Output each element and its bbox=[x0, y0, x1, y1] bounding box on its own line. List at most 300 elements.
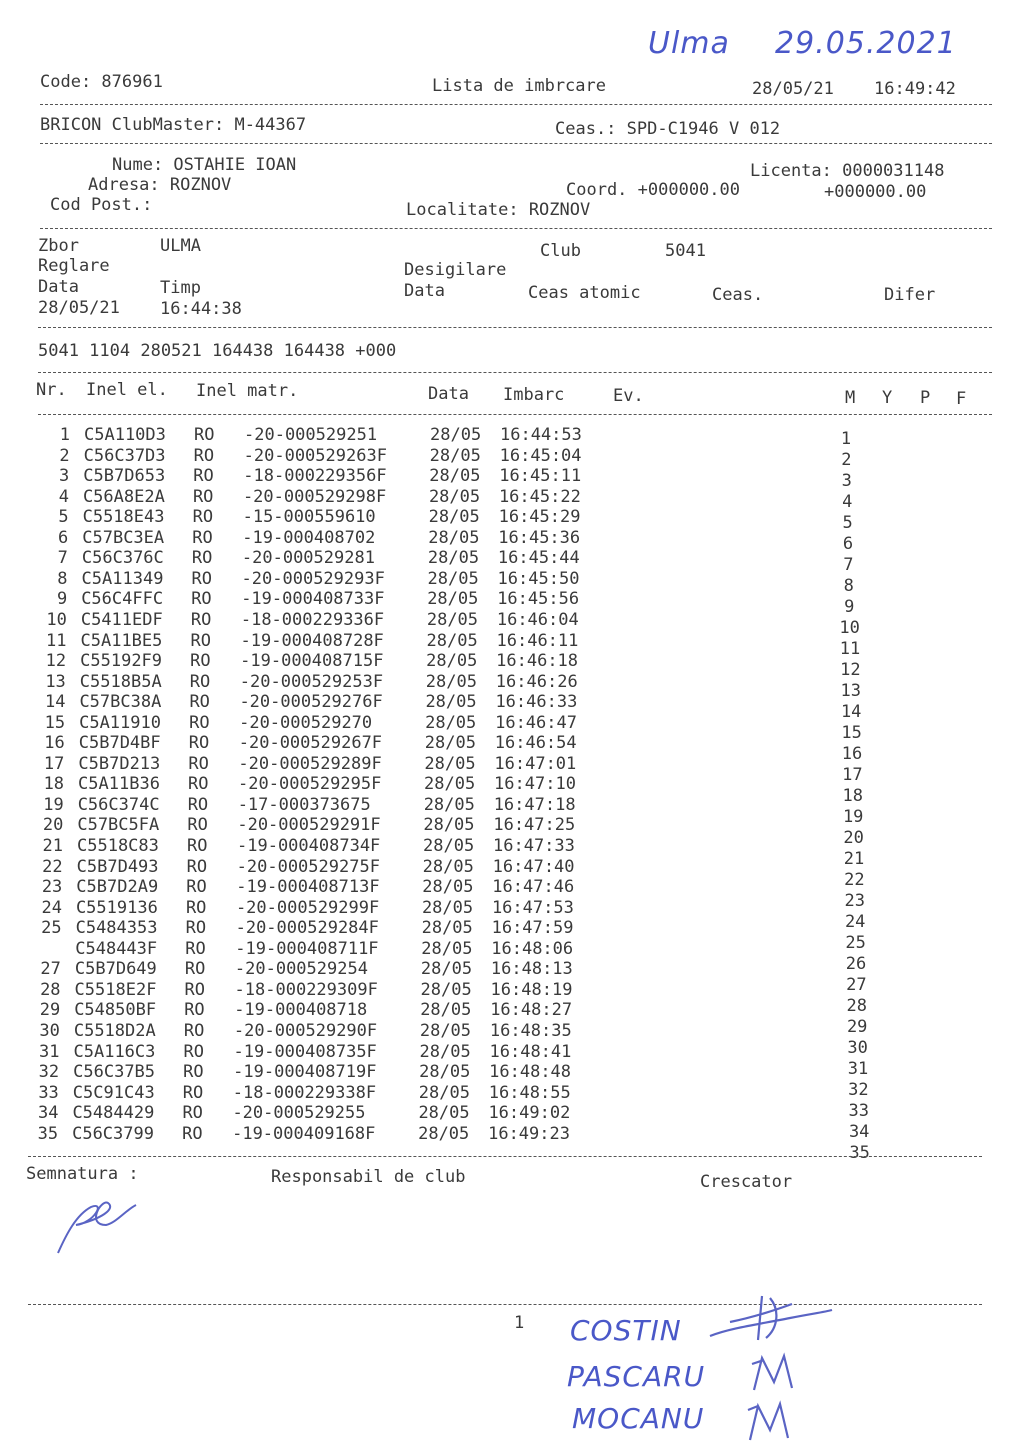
table-row bbox=[0, 568, 1024, 596]
ring-matriculation: -20-000529299F bbox=[235, 897, 380, 918]
country-code: RO bbox=[192, 527, 213, 548]
clock-id: Ceas.: SPD-C1946 V 012 bbox=[555, 119, 781, 139]
code-line: 5041 1104 280521 164438 164438 +000 bbox=[38, 341, 397, 361]
country-code: RO bbox=[189, 692, 210, 713]
arrival-date: 28/05 bbox=[424, 733, 476, 754]
ring-matriculation: -20-000529293F bbox=[241, 568, 385, 589]
row-number: 13 bbox=[45, 671, 66, 692]
flight-label: Zbor bbox=[38, 236, 79, 256]
country-code: RO bbox=[192, 507, 214, 528]
order-m: 26 bbox=[845, 954, 867, 974]
order-m: 22 bbox=[844, 869, 865, 890]
ring-matriculation: -19-000408734F bbox=[237, 836, 381, 856]
order-m: 28 bbox=[846, 995, 868, 1016]
ring-matriculation: -19-000408718 bbox=[234, 1000, 368, 1021]
order-m: 23 bbox=[844, 890, 866, 911]
arrival-date: 28/05 bbox=[428, 527, 480, 548]
ring-matriculation: -15-000559610 bbox=[242, 507, 376, 528]
order-m: 4 bbox=[842, 491, 853, 512]
country-code: RO bbox=[191, 568, 213, 589]
ring-matriculation: -19-000409168F bbox=[232, 1123, 376, 1144]
country-code: RO bbox=[187, 794, 209, 815]
ring-electronic: C5518E2F bbox=[74, 979, 157, 1000]
header-data: Data bbox=[428, 384, 469, 404]
country-code: RO bbox=[189, 712, 210, 733]
basketing-time: 16:47:01 bbox=[494, 753, 577, 774]
row-number: 21 bbox=[42, 836, 63, 856]
arrival-date: 28/05 bbox=[426, 651, 478, 672]
row-number: 29 bbox=[39, 1000, 61, 1021]
order-m: 5 bbox=[842, 512, 853, 533]
order-m: 19 bbox=[842, 806, 864, 827]
table-row bbox=[0, 589, 1024, 617]
row-number: 28 bbox=[40, 979, 61, 1000]
country-code: RO bbox=[188, 733, 210, 754]
country-code: RO bbox=[190, 651, 211, 672]
arrival-date: 28/05 bbox=[418, 1123, 470, 1144]
clubmaster-id: BRICON ClubMaster: M-44367 bbox=[40, 115, 307, 135]
ring-electronic: C56C3799 bbox=[72, 1123, 154, 1144]
header-ev: Ev. bbox=[613, 386, 644, 406]
signature-pascaru bbox=[748, 1348, 808, 1398]
owner-name: Nume: OSTAHIE IOAN bbox=[112, 155, 297, 175]
order-m: 13 bbox=[840, 680, 862, 701]
country-code: RO bbox=[182, 1123, 203, 1144]
order-m: 7 bbox=[843, 554, 854, 575]
row-number: 24 bbox=[41, 897, 62, 918]
header-inel-el: Inel el. bbox=[86, 380, 168, 400]
country-code: RO bbox=[189, 671, 211, 692]
ring-electronic: C57BC3EA bbox=[82, 527, 165, 548]
row-number: 31 bbox=[39, 1041, 60, 1062]
arrival-date: 28/05 bbox=[427, 568, 479, 589]
handwritten-date: 29.05.2021 bbox=[775, 26, 957, 61]
signature-costin bbox=[700, 1288, 840, 1348]
ring-electronic: C5519136 bbox=[75, 897, 158, 918]
order-m: 14 bbox=[840, 701, 862, 722]
country-code: RO bbox=[185, 938, 206, 959]
order-m: 20 bbox=[843, 827, 864, 848]
order-m: 30 bbox=[847, 1037, 868, 1058]
order-m: 2 bbox=[841, 449, 852, 470]
country-code: RO bbox=[187, 836, 208, 856]
arrival-date: 28/05 bbox=[429, 466, 481, 487]
row-number: 19 bbox=[43, 794, 64, 815]
ring-matriculation: -20-000529289F bbox=[238, 753, 382, 774]
club-label: Club bbox=[540, 241, 581, 261]
order-m: 35 bbox=[849, 1142, 870, 1163]
table-row bbox=[0, 445, 1024, 470]
basketing-time: 16:47:33 bbox=[493, 836, 575, 856]
unseal-date-label: Data bbox=[404, 281, 445, 301]
basketing-time: 16:47:10 bbox=[494, 774, 576, 795]
order-m: 15 bbox=[841, 722, 862, 743]
document-title: Lista de imbrcare bbox=[432, 76, 606, 96]
country-code: RO bbox=[192, 486, 214, 507]
ring-matriculation: -18-000229336F bbox=[240, 609, 385, 630]
row-number: 23 bbox=[41, 877, 63, 898]
basketing-time: 16:49:02 bbox=[488, 1103, 571, 1124]
order-m: 8 bbox=[843, 575, 854, 596]
table-row bbox=[0, 425, 1024, 449]
row-number: 10 bbox=[46, 609, 67, 630]
basketing-time: 16:45:29 bbox=[498, 507, 581, 528]
ring-electronic: C548443F bbox=[75, 938, 158, 959]
arrival-date: 28/05 bbox=[419, 1020, 472, 1041]
signature-label: Semnatura : bbox=[26, 1164, 139, 1184]
coordinates-2: +000000.00 bbox=[824, 182, 927, 202]
ring-electronic: C55192F9 bbox=[80, 651, 163, 672]
ring-matriculation: -19-000408733F bbox=[241, 589, 385, 610]
ring-matriculation: -20-000529298F bbox=[242, 486, 387, 507]
row-number: 4 bbox=[58, 486, 69, 507]
basketing-time: 16:46:26 bbox=[495, 671, 578, 692]
arrival-date: 28/05 bbox=[420, 959, 473, 980]
table-row bbox=[0, 1121, 1024, 1163]
ring-electronic: C5518D2A bbox=[73, 1020, 156, 1041]
unseal-label: Desigilare bbox=[404, 260, 507, 280]
basketing-time: 16:47:46 bbox=[492, 877, 575, 898]
table-row bbox=[0, 527, 1024, 554]
time-label: Timp bbox=[160, 278, 201, 298]
club-value: 5041 bbox=[665, 241, 706, 261]
owner-license: Licenta: 0000031148 bbox=[750, 161, 945, 181]
ring-matriculation: -19-000408719F bbox=[233, 1062, 377, 1083]
basketing-time: 16:46:54 bbox=[494, 733, 577, 754]
order-m: 10 bbox=[839, 617, 860, 638]
handwritten-name-1: COSTIN bbox=[570, 1314, 682, 1347]
order-m: 16 bbox=[841, 744, 863, 764]
row-number: 7 bbox=[57, 548, 68, 569]
arrival-date: 28/05 bbox=[423, 815, 475, 836]
row-number: 30 bbox=[39, 1020, 60, 1041]
atomic-clock-label: Ceas atomic bbox=[528, 283, 641, 303]
arrival-date: 28/05 bbox=[428, 486, 481, 507]
order-m: 6 bbox=[842, 534, 854, 554]
row-number: 5 bbox=[58, 507, 69, 528]
header-p: P bbox=[920, 388, 931, 408]
row-number: 20 bbox=[42, 815, 64, 836]
order-m: 25 bbox=[845, 932, 866, 953]
row-number: 14 bbox=[44, 692, 66, 713]
arrival-date: 28/05 bbox=[424, 774, 476, 795]
country-code: RO bbox=[193, 445, 215, 466]
basketing-time: 16:46:04 bbox=[496, 609, 579, 630]
arrival-date: 28/05 bbox=[423, 794, 475, 815]
order-m: 29 bbox=[846, 1016, 868, 1037]
basketing-time: 16:46:33 bbox=[495, 692, 578, 713]
row-number: 2 bbox=[59, 445, 70, 466]
ring-electronic: C5B7D649 bbox=[74, 959, 157, 980]
row-number: 35 bbox=[37, 1123, 59, 1144]
country-code: RO bbox=[183, 1041, 204, 1062]
arrival-date: 28/05 bbox=[428, 507, 480, 528]
owner-locality: Localitate: ROZNOV bbox=[406, 200, 591, 220]
ring-electronic: C5B7D4BF bbox=[78, 733, 161, 754]
flight-value: ULMA bbox=[160, 236, 201, 256]
ring-matriculation: -19-000408711F bbox=[235, 938, 379, 959]
header-m: M bbox=[845, 388, 856, 408]
row-number: 34 bbox=[37, 1103, 59, 1124]
arrival-date: 28/05 bbox=[421, 918, 473, 939]
order-m: 34 bbox=[848, 1121, 870, 1142]
ring-matriculation: -19-000408735F bbox=[233, 1041, 377, 1062]
basketing-time: 16:44:53 bbox=[500, 425, 582, 445]
ring-matriculation: -18-000229356F bbox=[243, 466, 387, 487]
ring-electronic: C5B7D213 bbox=[78, 753, 161, 774]
arrival-date: 28/05 bbox=[430, 425, 482, 445]
country-code: RO bbox=[184, 1000, 205, 1021]
table-row bbox=[0, 692, 1024, 722]
order-m: 33 bbox=[848, 1100, 870, 1121]
table-row bbox=[0, 486, 1024, 512]
ring-electronic: C56A8E2A bbox=[82, 486, 165, 507]
divider bbox=[40, 228, 992, 229]
row-number: 12 bbox=[45, 651, 67, 672]
date-label: Data bbox=[38, 277, 79, 297]
basketing-time: 16:45:56 bbox=[497, 589, 580, 610]
row-number: 15 bbox=[44, 712, 66, 733]
ring-electronic: C5A11910 bbox=[79, 712, 161, 733]
order-m: 3 bbox=[841, 470, 852, 491]
arrival-date: 28/05 bbox=[429, 445, 481, 466]
setting-date: 28/05/21 bbox=[38, 298, 120, 318]
basketing-time: 16:45:44 bbox=[497, 548, 580, 569]
order-m: 1 bbox=[840, 429, 852, 449]
row-number: 9 bbox=[56, 589, 68, 610]
basketing-time: 16:47:53 bbox=[491, 897, 574, 918]
ring-matriculation: -20-000529267F bbox=[238, 733, 383, 754]
row-number: 1 bbox=[59, 425, 70, 445]
table-row bbox=[0, 630, 1024, 659]
owner-postcode: Cod Post.: bbox=[50, 195, 153, 215]
divider bbox=[28, 1156, 982, 1157]
country-code: RO bbox=[188, 774, 209, 795]
setting-label: Reglare bbox=[38, 256, 110, 276]
row-number: 18 bbox=[43, 774, 65, 795]
ring-electronic: C56C37B5 bbox=[73, 1062, 156, 1083]
page-number: 1 bbox=[514, 1313, 525, 1333]
country-code: RO bbox=[190, 630, 211, 651]
arrival-date: 28/05 bbox=[421, 938, 473, 959]
ring-matriculation: -19-000408728F bbox=[240, 630, 384, 651]
order-m: 27 bbox=[846, 974, 867, 995]
order-m: 17 bbox=[842, 764, 863, 785]
arrival-date: 28/05 bbox=[422, 856, 474, 877]
basketing-time: 16:47:25 bbox=[493, 815, 576, 836]
basketing-time: 16:48:19 bbox=[490, 979, 573, 1000]
ring-electronic: C5484353 bbox=[75, 918, 158, 939]
country-code: RO bbox=[186, 856, 208, 877]
basketing-time: 16:47:18 bbox=[493, 794, 576, 815]
coordinates: Coord. +000000.00 bbox=[566, 180, 740, 200]
print-time: 16:49:42 bbox=[874, 79, 956, 99]
country-code: RO bbox=[185, 897, 207, 918]
ring-electronic: C57BC5FA bbox=[77, 815, 160, 836]
divider bbox=[38, 372, 992, 373]
table-row bbox=[0, 671, 1024, 701]
header-nr: Nr. bbox=[36, 380, 67, 400]
arrival-date: 28/05 bbox=[424, 753, 476, 774]
ring-electronic: C5484429 bbox=[72, 1103, 155, 1124]
order-m: 12 bbox=[840, 659, 861, 680]
arrival-date: 28/05 bbox=[425, 712, 477, 733]
ring-matriculation: -18-000229309F bbox=[234, 979, 378, 1000]
arrival-date: 28/05 bbox=[422, 877, 474, 898]
ring-matriculation: -20-000529251 bbox=[244, 425, 378, 445]
ring-electronic: C56C4FFC bbox=[81, 589, 164, 610]
arrival-date: 28/05 bbox=[421, 897, 474, 918]
row-number: 27 bbox=[40, 959, 61, 980]
ring-electronic: C5C91C43 bbox=[72, 1082, 155, 1103]
handwritten-name-3: MOCANU bbox=[572, 1402, 705, 1435]
ring-matriculation: -20-000529290F bbox=[233, 1020, 378, 1041]
row-number: 33 bbox=[38, 1082, 59, 1103]
basketing-time: 16:47:59 bbox=[491, 918, 574, 939]
basketing-time: 16:49:23 bbox=[488, 1123, 570, 1144]
order-m: 24 bbox=[844, 911, 866, 932]
basketing-time: 16:48:48 bbox=[489, 1062, 572, 1083]
basketing-time: 16:48:35 bbox=[489, 1020, 572, 1041]
basketing-time: 16:45:11 bbox=[499, 466, 582, 487]
row-number: 32 bbox=[38, 1062, 60, 1083]
header-f: F bbox=[956, 389, 967, 409]
signature-mocanu bbox=[744, 1396, 804, 1446]
country-code: RO bbox=[193, 466, 214, 487]
handwritten-place: Ulma bbox=[648, 26, 730, 61]
country-code: RO bbox=[184, 959, 206, 980]
arrival-date: 28/05 bbox=[425, 671, 477, 692]
ring-matriculation: -20-000529253F bbox=[239, 671, 384, 692]
ring-matriculation: -20-000529255 bbox=[232, 1103, 366, 1124]
table-row bbox=[0, 712, 1024, 743]
country-code: RO bbox=[186, 877, 207, 898]
basketing-time: 16:46:47 bbox=[495, 712, 577, 733]
ring-matriculation: -20-000529263F bbox=[243, 445, 387, 466]
basketing-time: 16:45:04 bbox=[499, 445, 582, 466]
ring-electronic: C56C37D3 bbox=[83, 445, 166, 466]
country-code: RO bbox=[194, 425, 215, 445]
arrival-date: 28/05 bbox=[423, 836, 475, 856]
order-m: 21 bbox=[843, 849, 865, 869]
ring-matriculation: -20-000529270 bbox=[239, 712, 373, 733]
owner-address: Adresa: ROZNOV bbox=[88, 175, 232, 195]
table-row bbox=[0, 507, 1024, 533]
table-row bbox=[0, 651, 1024, 680]
ring-matriculation: -19-000408715F bbox=[240, 651, 384, 672]
document-code: Code: 876961 bbox=[40, 72, 163, 92]
row-number: 16 bbox=[44, 733, 65, 754]
divider bbox=[40, 104, 992, 105]
ring-matriculation: -20-000529295F bbox=[238, 774, 382, 795]
ring-electronic: C5518E43 bbox=[82, 507, 165, 528]
arrival-date: 28/05 bbox=[425, 692, 477, 713]
ring-matriculation: -19-000408713F bbox=[236, 877, 380, 898]
arrival-date: 28/05 bbox=[426, 609, 479, 630]
table-row bbox=[0, 466, 1024, 491]
ring-electronic: C5A11B36 bbox=[78, 774, 160, 795]
arrival-date: 28/05 bbox=[418, 1082, 470, 1103]
ring-electronic: C56C376C bbox=[81, 548, 164, 569]
setting-time: 16:44:38 bbox=[160, 299, 242, 319]
basketing-time: 16:45:50 bbox=[497, 568, 580, 589]
ring-electronic: C5B7D493 bbox=[76, 856, 159, 877]
ring-electronic: C5A11349 bbox=[81, 568, 164, 589]
arrival-date: 28/05 bbox=[419, 1041, 471, 1062]
row-number: 25 bbox=[41, 918, 62, 939]
country-code: RO bbox=[191, 589, 212, 610]
ring-matriculation: -20-000529254 bbox=[234, 959, 368, 980]
clock-label: Ceas. bbox=[712, 285, 764, 305]
country-code: RO bbox=[187, 815, 208, 836]
country-code: RO bbox=[183, 1062, 204, 1083]
arrival-date: 28/05 bbox=[420, 979, 472, 1000]
ring-electronic: C54850BF bbox=[74, 1000, 157, 1021]
header-imbarc: Imbarc bbox=[503, 385, 565, 405]
basketing-time: 16:48:41 bbox=[489, 1041, 572, 1062]
table-row bbox=[0, 548, 1024, 575]
ring-electronic: C57BC38A bbox=[79, 692, 162, 713]
ring-electronic: C5518C83 bbox=[77, 836, 159, 856]
header-y: Y bbox=[882, 388, 893, 408]
row-number: 8 bbox=[57, 568, 68, 589]
ring-electronic: C56C374C bbox=[77, 794, 160, 815]
ring-matriculation: -20-000529291F bbox=[237, 815, 381, 836]
ring-matriculation: -19-000408702 bbox=[242, 527, 376, 548]
handwritten-name-2: PASCARU bbox=[567, 1360, 706, 1393]
order-m: 18 bbox=[842, 785, 864, 806]
ring-matriculation: -18-000229338F bbox=[232, 1082, 377, 1103]
ring-matriculation: -20-000529284F bbox=[235, 918, 379, 939]
signature-mark bbox=[46, 1195, 156, 1265]
basketing-time: 16:47:40 bbox=[492, 856, 575, 877]
basketing-time: 16:45:36 bbox=[498, 527, 581, 548]
ring-electronic: C5518B5A bbox=[79, 671, 162, 692]
ring-electronic: C5A11BE5 bbox=[80, 630, 163, 651]
row-number: 22 bbox=[42, 856, 63, 877]
country-code: RO bbox=[183, 1020, 205, 1041]
ring-electronic: C5A110D3 bbox=[84, 425, 166, 445]
table-row bbox=[0, 609, 1024, 638]
country-code: RO bbox=[182, 1103, 203, 1124]
arrival-date: 28/05 bbox=[426, 630, 478, 651]
basketing-time: 16:45:22 bbox=[498, 486, 581, 507]
ring-electronic: C5411EDF bbox=[80, 609, 163, 630]
divider bbox=[38, 414, 992, 415]
country-code: RO bbox=[188, 753, 209, 774]
country-code: RO bbox=[191, 548, 213, 569]
ring-electronic: C5A116C3 bbox=[73, 1041, 156, 1062]
ring-matriculation: -20-000529276F bbox=[239, 692, 383, 713]
arrival-date: 28/05 bbox=[418, 1103, 470, 1124]
order-m: 9 bbox=[844, 596, 855, 617]
basketing-time: 16:46:18 bbox=[496, 651, 579, 672]
basketing-time: 16:48:06 bbox=[491, 938, 574, 959]
basketing-time: 16:48:55 bbox=[488, 1082, 571, 1103]
header-inel-matr: Inel matr. bbox=[196, 381, 299, 401]
order-m: 31 bbox=[847, 1059, 869, 1079]
row-number: 17 bbox=[43, 753, 65, 774]
club-responsible-label: Responsabil de club bbox=[271, 1167, 466, 1187]
country-code: RO bbox=[184, 979, 206, 1000]
arrival-date: 28/05 bbox=[420, 1000, 472, 1021]
ring-matriculation: -17-000373675 bbox=[237, 794, 371, 815]
arrival-date: 28/05 bbox=[427, 589, 479, 610]
order-m: 11 bbox=[839, 639, 861, 659]
country-code: RO bbox=[185, 918, 207, 939]
country-code: RO bbox=[182, 1082, 204, 1103]
basketing-time: 16:48:27 bbox=[490, 1000, 573, 1021]
